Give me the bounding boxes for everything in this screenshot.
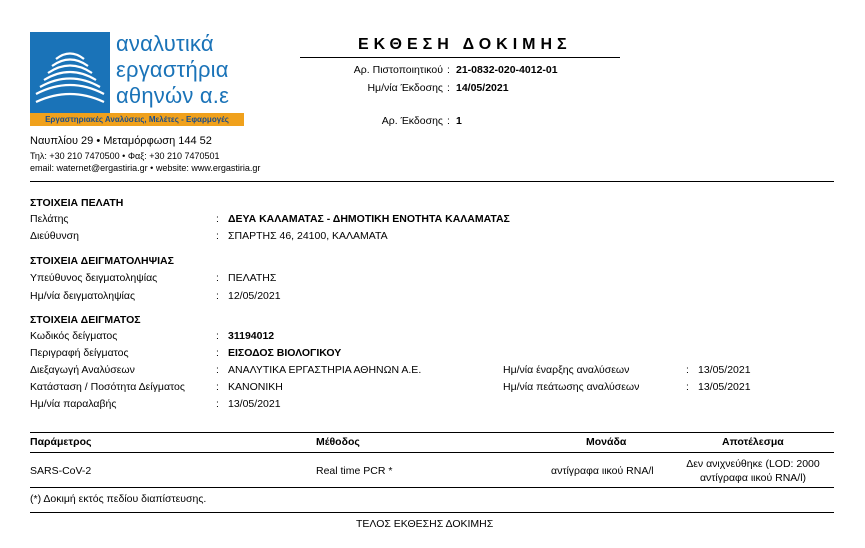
sampling-responsible-value: ΠΕΛΑΤΗΣ	[228, 272, 277, 284]
client-name-label: Πελάτης	[30, 213, 69, 225]
colon: :	[686, 364, 689, 376]
row-parameter: SARS-CoV-2	[30, 465, 92, 477]
company-address: Ναυπλίου 29 • Μεταμόρφωση 144 52	[30, 135, 212, 147]
sample-code-label: Κωδικός δείγματος	[30, 330, 118, 342]
row-result-line-2: αντίγραφα ιικού RNA/l)	[699, 472, 807, 484]
colon: :	[447, 115, 450, 127]
sample-received-value: 13/05/2021	[228, 398, 281, 410]
sampling-responsible-label: Υπεύθυνος δειγματοληψίας	[30, 272, 158, 284]
sample-desc-label: Περιγραφή δείγματος	[30, 347, 129, 359]
cert-label: Αρ. Πιστοποιητικού	[353, 64, 443, 76]
colon: :	[216, 290, 219, 302]
table-header-border	[30, 452, 834, 453]
colon: :	[216, 347, 219, 359]
client-name-value: ΔΕΥΑ ΚΑΛΑΜΑΤΑΣ - ΔΗΜΟΤΙΚΗ ΕΝΟΤΗΤΑ ΚΑΛΑΜΑΤΑΣ	[228, 213, 510, 225]
sampling-heading: ΣΤΟΙΧΕΙΑ ΔΕΙΓΜΑΤΟΛΗΨΙΑΣ	[30, 255, 174, 267]
colon: :	[447, 82, 450, 94]
sample-desc-value: ΕΙΣΟΔΟΣ ΒΙΟΛΟΓΙΚΟΥ	[228, 347, 342, 359]
colon: :	[216, 230, 219, 242]
table-top-border	[30, 432, 834, 433]
analysis-end-value: 13/05/2021	[698, 381, 751, 393]
sample-condition-value: ΚΑΝΟΝΙΚΗ	[228, 381, 283, 393]
sample-received-label: Ημ/νία παραλαβής	[30, 398, 117, 410]
client-address-value: ΣΠΑΡΤΗΣ 46, 24100, ΚΑΛΑΜΑΤΑ	[228, 230, 388, 242]
col-header-parameter: Παράμετρος	[30, 436, 92, 448]
colon: :	[216, 364, 219, 376]
colon: :	[216, 381, 219, 393]
colon: :	[216, 330, 219, 342]
issue-no-value: 1	[456, 115, 462, 127]
title-underline	[300, 57, 620, 58]
logo-line-1: αναλυτικά	[116, 31, 214, 56]
sample-heading: ΣΤΟΙΧΕΙΑ ΔΕΙΓΜΑΤΟΣ	[30, 314, 141, 326]
col-header-method: Μέθοδος	[316, 436, 360, 448]
footer-divider	[30, 512, 834, 513]
sampling-date-label: Ημ/νία δειγματοληψίας	[30, 290, 136, 302]
cert-value: 21-0832-020-4012-01	[456, 64, 558, 76]
sampling-date-value: 12/05/2021	[228, 290, 281, 302]
analysis-end-label: Ημ/νία πεάτωσης αναλύσεων	[503, 381, 640, 393]
col-header-result: Αποτέλεσμα	[722, 436, 784, 448]
colon: :	[216, 272, 219, 284]
analysis-start-value: 13/05/2021	[698, 364, 751, 376]
sample-lab-value: ΑΝΑΛΥΤΙΚΑ ΕΡΓΑΣΤΗΡΙΑ ΑΘΗΝΩΝ Α.Ε.	[228, 364, 422, 376]
analysis-start-label: Ημ/νία έναρξης αναλύσεων	[503, 364, 630, 376]
logo-tagline: Εργαστηριακές Αναλύσεις, Μελέτες - Εφαρμογές	[30, 113, 244, 126]
sample-code-value: 31194012	[228, 330, 275, 342]
issue-date-label: Ημ/νία Έκδοσης	[367, 82, 443, 94]
company-phones: Τηλ: +30 210 7470500 • Φαξ: +30 210 7470501	[30, 151, 220, 161]
colon: :	[216, 213, 219, 225]
end-of-report: ΤΕΛΟΣ ΕΚΘΕΣΗΣ ΔΟΚΙΜΗΣ	[356, 518, 494, 530]
row-unit: αντίγραφα ιικού RNA/l	[551, 465, 654, 477]
table-bottom-border	[30, 487, 834, 488]
sample-lab-label: Διεξαγωγή Αναλύσεων	[30, 364, 135, 376]
sample-condition-label: Κατάσταση / Ποσότητα Δείγματος	[30, 381, 185, 393]
logo-line-3: αθηνών α.ε	[116, 83, 230, 108]
colon: :	[686, 381, 689, 393]
issue-date-value: 14/05/2021	[456, 82, 509, 94]
issue-no-label: Αρ. Έκδοσης	[381, 115, 443, 127]
logo-line-2: εργαστήρια	[116, 57, 229, 82]
company-contact: email: waternet@ergastiria.gr • website: www.ergastiria.gr	[30, 163, 261, 173]
logo-emblem	[30, 32, 110, 116]
col-header-unit: Μονάδα	[586, 436, 627, 448]
row-result-line-1: Δεν ανιχνεύθηκε (LOD: 2000	[686, 458, 820, 470]
divider	[30, 181, 834, 182]
client-address-label: Διεύθυνση	[30, 230, 79, 242]
client-heading: ΣΤΟΙΧΕΙΑ ΠΕΛΑΤΗ	[30, 197, 124, 209]
row-method: Real time PCR *	[316, 465, 393, 477]
colon: :	[447, 64, 450, 76]
report-title: ΕΚΘΕΣΗ ΔΟΚΙΜΗΣ	[358, 36, 572, 53]
colon: :	[216, 398, 219, 410]
footnote: (*) Δοκιμή εκτός πεδίου διαπίστευσης.	[30, 493, 207, 505]
